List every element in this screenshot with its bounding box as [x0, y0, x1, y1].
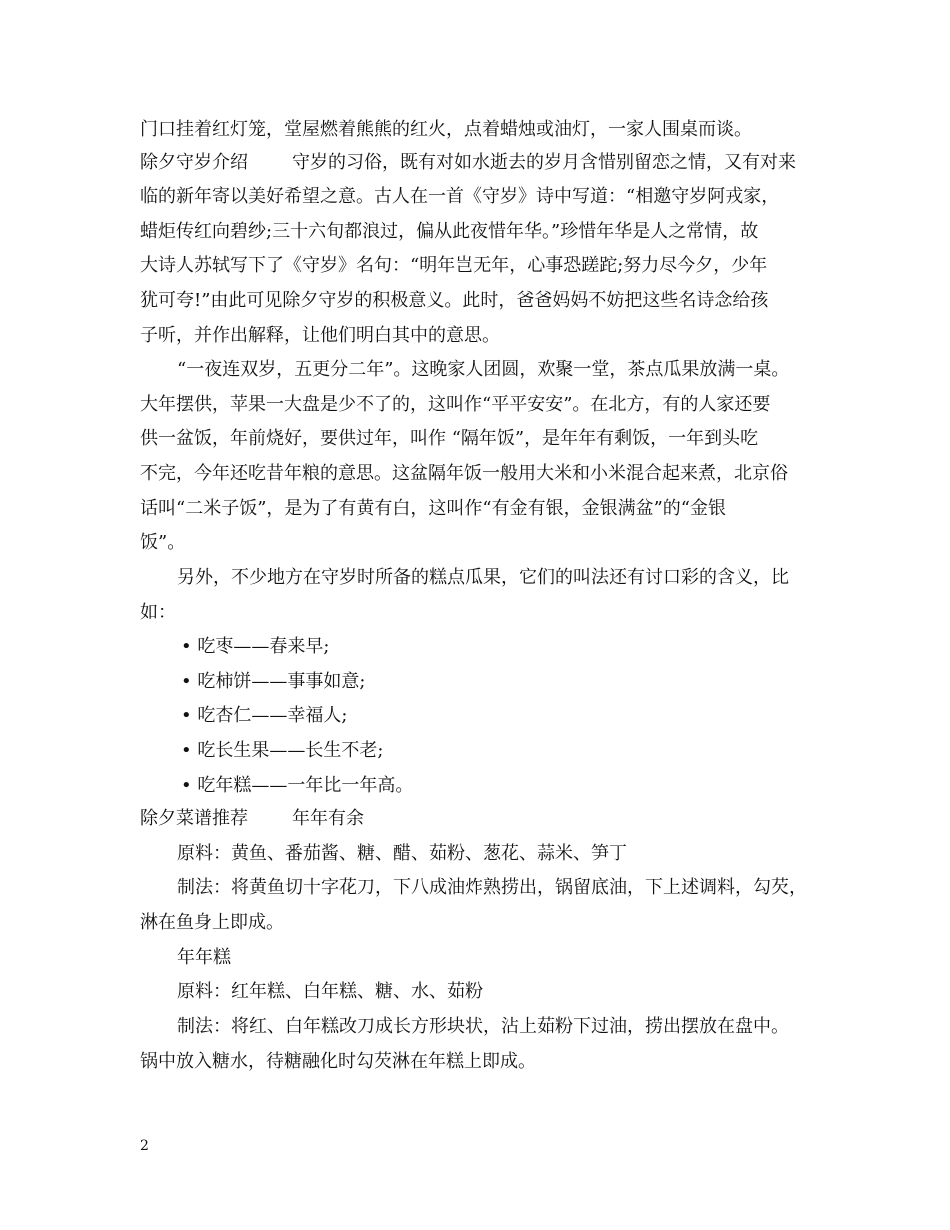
paragraph-line: 大年摆供，苹果一大盘是少不了的，这叫作“平平安安”。在北方，有的人家还要: [140, 394, 771, 415]
paragraph-line: 原料：红年糕、白年糕、糖、水、茹粉: [177, 981, 483, 1002]
list-item: • 吃年糕——一年比一年高。: [181, 775, 414, 796]
paragraph-line: 供一盆饭，年前烧好，要供过年，叫作 “隔年饭”，是年年有剩饭，一年到头吃: [140, 428, 759, 449]
paragraph-line: 门口挂着红灯笼，堂屋燃着熊熊的红火，点着蜡烛或油灯，一家人围桌而谈。: [140, 119, 752, 140]
paragraph-line: 不完，今年还吃昔年粮的意思。这盆隔年饭一般用大米和小米混合起来煮，北京俗: [140, 463, 788, 484]
paragraph-line: 蜡炬传红向碧纱;三十六旬都浪过，偏从此夜惜年华。”珍惜年华是人之常情，故: [140, 221, 759, 242]
paragraph-line: 淋在鱼身上即成。: [140, 912, 284, 933]
recipe-title: 年年糕: [177, 947, 231, 968]
paragraph-line: 如：: [140, 602, 176, 623]
paragraph-line: 原料：黄鱼、番茄酱、糖、醋、茹粉、葱花、蒜米、笋丁: [177, 843, 627, 864]
section-heading: 除夕菜谱推荐: [140, 808, 248, 829]
paragraph-line: 临的新年寄以美好希望之意。古人在一首《守岁》诗中写道：“相邀守岁阿戎家，: [140, 186, 780, 207]
paragraph-line: 制法：将黄鱼切十字花刀，下八成油炸熟捞出，锅留底油，下上述调料，勾芡，: [177, 877, 807, 898]
section-heading-line: [140, 151, 796, 175]
paragraph-line: 大诗人苏轼写下了《守岁》名句：“明年岂无年，心事恐蹉跎;努力尽今夕，少年: [140, 255, 768, 276]
list-item: • 吃长生果——长生不老;: [181, 740, 384, 761]
list-item: • 吃枣——春来早;: [181, 636, 330, 657]
list-item: • 吃柿饼——事事如意;: [181, 671, 366, 692]
paragraph-line: “一夜连双岁，五更分二年”。这晚家人团圆，欢聚一堂，茶点瓜果放满一桌。: [177, 359, 790, 380]
paragraph-line: 话叫“二米子饭”，是为了有黄有白，这叫作“有金有银，金银满盆”的“金银: [140, 498, 727, 519]
section-text: 年年有余: [292, 808, 364, 829]
paragraph-line: 犹可夸!”由此可见除夕守岁的积极意义。此时，爸爸妈妈不妨把这些名诗念给孩: [140, 290, 769, 311]
section-heading-line: [140, 807, 364, 831]
section-heading: 除夕守岁介绍: [140, 152, 248, 173]
paragraph-line: 制法：将红、白年糕改刀成长方形块状，沾上茹粉下过油，捞出摆放在盘中。: [177, 1016, 789, 1037]
paragraph-line: 饭”。: [140, 532, 186, 553]
paragraph-line: 锅中放入糖水，待糖融化时勾芡淋在年糕上即成。: [140, 1051, 536, 1072]
section-text: 守岁的习俗，既有对如水逝去的岁月含惜别留恋之情，又有对来: [292, 152, 796, 173]
list-item: • 吃杏仁——幸福人;: [181, 705, 348, 726]
paragraph-line: 子听，并作出解释，让他们明白其中的意思。: [140, 325, 500, 346]
page-number: 2: [140, 1138, 149, 1154]
paragraph-line: 另外，不少地方在守岁时所备的糕点瓜果，它们的叫法还有讨口彩的含义，比: [177, 567, 789, 588]
